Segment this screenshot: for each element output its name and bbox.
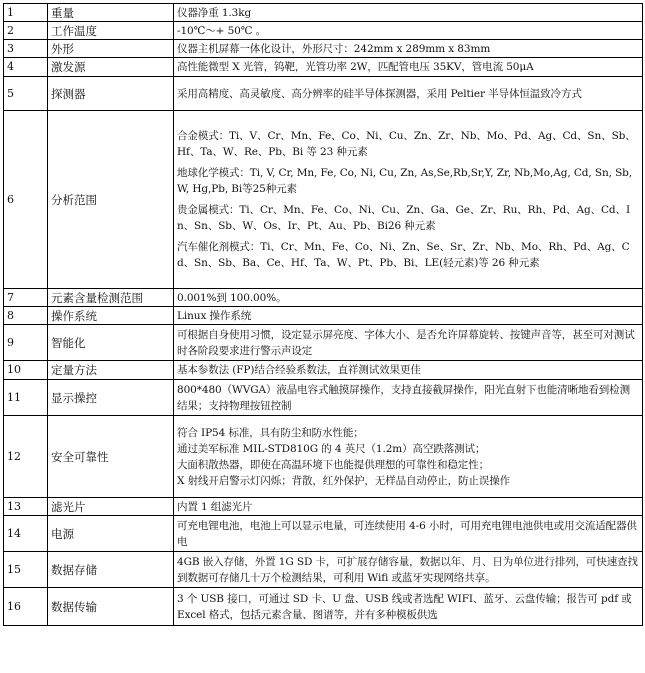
table-row [4,325,643,361]
spec-name: 智能化 [48,325,174,361]
table-row [4,22,643,40]
spec-name: 工作温度 [48,22,174,40]
spec-description-line: 采用高精度、高灵敏度、高分辨率的硅半导体探测器，采用 Peltier 半导体恒温致冷方式 [177,87,582,100]
spec-name: 外形 [48,40,174,58]
spec-description [174,22,643,40]
spec-description [174,40,643,58]
table-row [4,516,643,552]
spec-description [174,498,643,516]
spec-description-line: 高性能微型 X 光管，钨靶，光管功率 2W，匹配管电压 35KV，管电流 50μA [177,61,534,73]
row-number: 15 [4,552,48,588]
spec-description-line: 合金模式：Ti、V、Cr、Mn、Fe、Co、Ni、Cu、Zn、Zr、Nb、Mo、Pd、Ag、Cd、Sn、Sb、Hf、Ta、W、Re、Pb、Bi 等 23 种元素 [177,130,636,158]
row-number: 4 [4,58,48,77]
table-row [4,552,643,588]
spec-description-line: 地球化学模式：Ti, V, Cr, Mn, Fe, Co, Ni, Cu, Zn, As,Se,Rb,Sr,Y, Zr, Nb,Mo,Ag, Cd, Sn, Sb, W, Hg,Pb, Bi等25种元素 [177,167,633,195]
spec-name: 定量方法 [48,361,174,380]
spec-name: 重量 [48,4,174,22]
spec-description-line: 可根据自身使用习惯，设定显示屏亮度、字体大小、是否允许屏幕旋转、按键声音等，甚至可对测试时各阶段要求进行警示声设定 [177,328,635,357]
row-number: 3 [4,40,48,58]
spec-description-line: 大面积散热器，即使在高温环境下也能提供理想的可靠性和稳定性； [177,458,489,471]
spec-name: 数据传输 [48,588,174,626]
row-number: 8 [4,307,48,325]
spec-name: 滤光片 [48,498,174,516]
spec-description-line: 基本参数法 (FP)结合经验系数法，直祥测试效果更佳 [177,364,421,376]
spec-name: 元素含量检测范围 [48,289,174,307]
row-number: 12 [4,416,48,498]
spec-description-line: 通过美军标准 MIL-STD810G 的 4 英尺（1.2m）高空跌落测试； [177,442,486,455]
spec-description-line: 汽车催化剂模式：Ti、Cr、Mn、Fe、Co、Ni、Zn、Se、Sr、Zr、Nb、Mo、Rh、Pd、Ag、Cd、Sn、Sb、Ba、Ce、Hf、Ta、W、Pt、Pb、Bi、LE(轻元素)等 26 种元素 [177,241,630,269]
spec-description-line: 可充电锂电池，电池上可以显示电量，可连续使用 4-6 小时，可用充电锂电池供电或用交流适配器供电 [177,519,637,548]
spec-description [174,416,643,498]
spec-description [174,516,643,552]
spec-name: 操作系统 [48,307,174,325]
spec-description-line: Linux 操作系统 [177,309,252,322]
table-row [4,416,643,498]
spec-name: 数据存储 [48,552,174,588]
spec-description-line: 贵金属模式：Ti、Cr、Mn、Fe、Co、Ni、Cu、Zn、Ga、Ge、Zr、Ru、Rh、Pd、Ag、Cd、In、Sn、Sb、W、Os、Ir、Pt、Au、Pb、Bi26 种元素 [177,204,631,232]
spec-table [3,3,643,626]
spec-description [174,552,643,588]
row-number: 14 [4,516,48,552]
spec-description-line: 0.001%到 100.00%。 [177,291,287,304]
spec-description [174,289,643,307]
spec-name: 电源 [48,516,174,552]
row-number: 10 [4,361,48,380]
spec-name: 探测器 [48,77,174,111]
spec-name: 激发源 [48,58,174,77]
spec-name: 安全可靠性 [48,416,174,498]
spec-description-line: 4GB 嵌入存储，外置 1G SD 卡，可扩展存储容量，数据以年、月、日为单位进行排列，可快速查找到数据可存储几十万个检测结果，可利用 Wifi 或蓝牙实现网络共享。 [177,555,638,584]
row-number: 2 [4,22,48,40]
row-number: 5 [4,77,48,111]
spec-description [174,380,643,416]
table-row [4,289,643,307]
table-row [4,361,643,380]
row-number: 6 [4,111,48,289]
table-row [4,40,643,58]
spec-description [174,58,643,77]
row-number: 13 [4,498,48,516]
spec-description [174,588,643,626]
table-row [4,4,643,22]
row-number: 9 [4,325,48,361]
spec-description-line: 3 个 USB 接口，可通过 SD 卡、U 盘、USB 线或者选配 WIFI、蓝牙、云盘传输；报告可 pdf 或 Excel 格式，包括元素含量、图谱等，并有多种模板供选 [177,592,632,621]
spec-description [174,77,643,111]
spec-description-line: 仪器主机屏幕一体化设计，外形尺寸：242mm x 289mm x 83mm [177,42,491,55]
spec-description-line: 仪器净重 1.3kg [177,6,252,19]
spec-description [174,4,643,22]
row-number: 1 [4,4,48,22]
spec-name: 分析范围 [48,111,174,289]
row-number: 7 [4,289,48,307]
table-row [4,380,643,416]
table-row [4,58,643,77]
spec-description [174,307,643,325]
row-number: 11 [4,380,48,416]
spec-description-line: X 射线开启警示灯闪烁；背散，红外保护，无样品自动停止，防止误操作 [177,474,511,487]
spec-name: 显示操控 [48,380,174,416]
table-row [4,111,643,289]
spec-description [174,325,643,361]
spec-description-line: 符合 IP54 标准，具有防尘和防水性能； [177,426,364,439]
spec-description-line: 800*480（WVGA）液晶电容式触摸屏操作，支持直接截屏操作，阳光直射下也能清晰地看到检测结果；支持物理按钮控制 [177,383,630,412]
spec-description-line: 内置 1 组滤光片 [177,500,253,513]
table-row [4,77,643,111]
table-row [4,307,643,325]
spec-description [174,361,643,380]
table-row [4,588,643,626]
spec-table-body [4,4,643,626]
spec-description-line: -10℃～+ 50℃ 。 [177,24,267,37]
spec-description [174,111,643,289]
table-row [4,498,643,516]
row-number: 16 [4,588,48,626]
